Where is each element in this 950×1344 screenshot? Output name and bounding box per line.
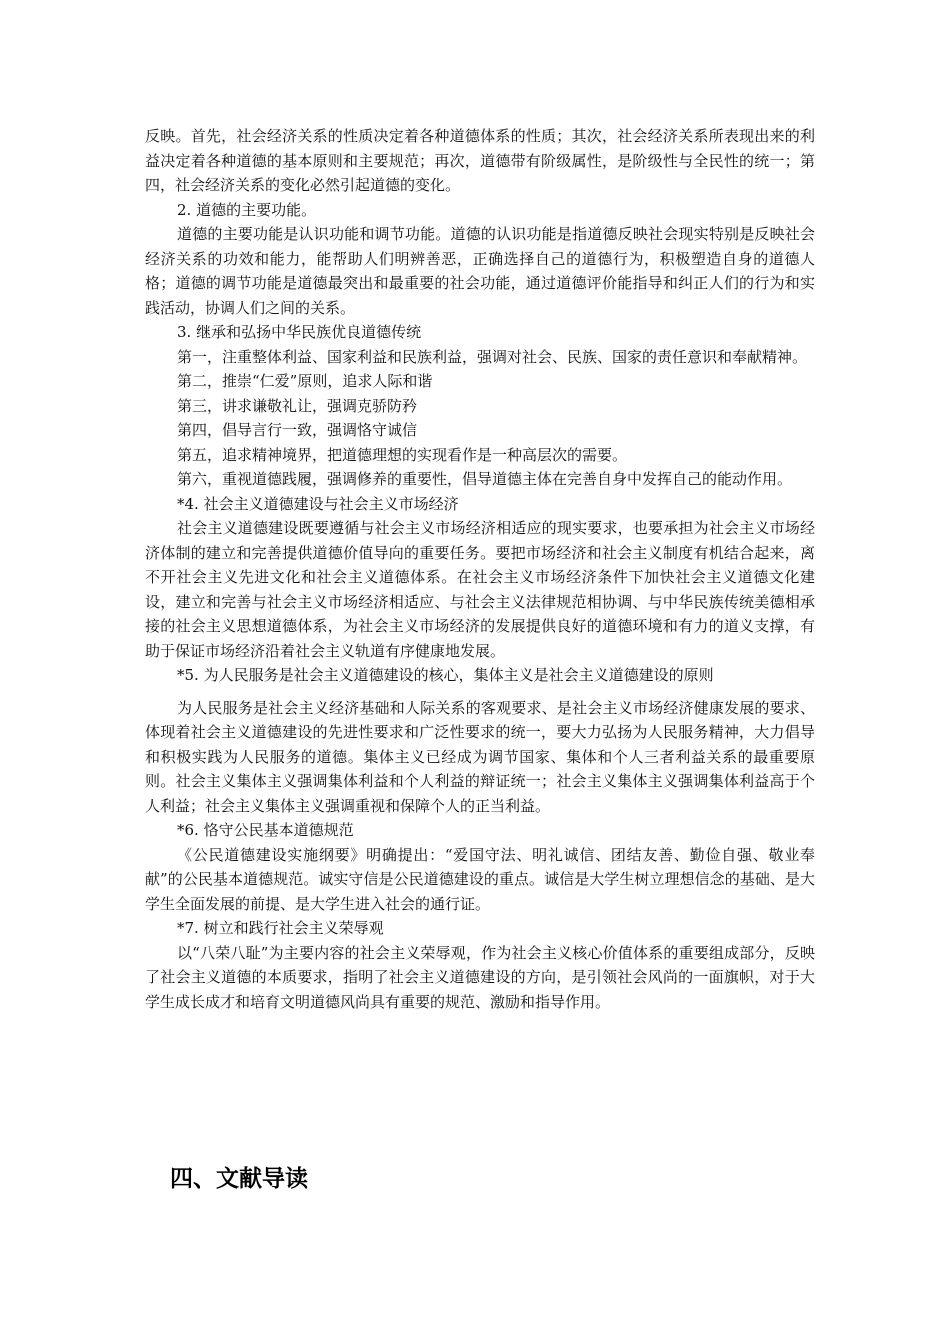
paragraph: 第一，注重整体利益、国家利益和民族利益，强调对社会、民族、国家的责任意识和奉献精神。: [177, 347, 808, 366]
paragraph: 反映。首先，社会经济关系的性质决定着各种道德体系的性质；其次，社会经济关系所表现出来的利益决定着各种道德的基本原则和主要规范；再次，道德带有阶级属性，是阶级性与全民性的统一；第四，社会经济关系的变化必然引起道德的变化。: [145, 127, 815, 194]
subheading: *5. 为人民服务是社会主义道德建设的核心，集体主义是社会主义道德建设的原则: [177, 666, 714, 684]
paragraph: 为人民服务是社会主义经济基础和人际关系的客观要求、是社会主义市场经济健康发展的要求、体现着社会主义道德建设的先进性要求和广泛性要求的统一，要大力弘扬为人民服务精神，大力倡导和积极实践为人民服务的道德。集体主义已经成为调节国家、集体和个人三者利益关系的最重要原则。社会主义集体主义强调集体利益和个人利益的辩证统一；社会主义集体主义强调集体利益高于个人利益；社会主义集体主义强调重视和保障个人的正当利益。: [145, 698, 815, 815]
paragraph: 第四，倡导言行一致，强调恪守诚信: [177, 421, 418, 439]
paragraph: 第三，讲求谦敬礼让，强调克骄防矜: [177, 396, 418, 415]
paragraph: 以“八荣八耻”为主要内容的社会主义荣辱观，作为社会主义核心价值体系的重要组成部分，反映了社会主义道德的本质要求，指明了社会主义道德建设的方向，是引领社会风尚的一面旗帜，对于大学生成长成才和培育文明道德风尚具有重要的规范、激励和指导作用。: [145, 943, 815, 1011]
paragraph: 社会主义道德建设既要遵循与社会主义市场经济相适应的现实要求，也要承担为社会主义市场经济体制的建立和完善提供道德价值导向的重要任务。要把市场经济和社会主义制度有机结合起来，离不开社会主义先进文化和社会主义道德体系。在社会主义市场经济条件下加快社会主义道德文化建设，建立和完善与社会主义市场经济相适应、与社会主义法律规范相协调、与中华民族传统美德相承接的社会主义思想道德体系，为社会主义市场经济的发展提供良好的道德环境和有力的道义支撑，有助于保证市场经济沿着社会主义轨道有序健康地发展。: [145, 519, 815, 660]
paragraph: 《公民道德建设实施纲要》明确提出：“爱国守法、明礼诚信、团结友善、勤俭自强、敬业奉献”的公民基本道德规范。诚实守信是公民道德建设的重点。诚信是大学生树立理想信念的基础、是大学生全面发展的前提、是大学生进入社会的通行证。: [145, 845, 815, 913]
paragraph: 第五，追求精神境界，把道德理想的实现看作是一种高层次的需要。: [177, 445, 628, 464]
subheading: *7. 树立和践行社会主义荣辱观: [177, 919, 384, 937]
section-heading: 四、文献导读: [170, 1166, 308, 1192]
document-body: [145, 124, 815, 1014]
paragraph: 第二，推崇“仁爱”原则，追求人际和谐: [177, 372, 433, 390]
subheading: *6. 恪守公民基本道德规范: [177, 821, 354, 839]
paragraph: 道德的主要功能是认识功能和调节功能。道德的认识功能是指道德反映社会现实特别是反映社会经济关系的功效和能力，能帮助人们明辨善恶，正确选择自己的道德行为，积极塑造自身的道德人格；道德的调节功能是道德最突出和最重要的社会功能，通过道德评价能指导和纠正人们的行为和实践活动，协调人们之间的关系。: [145, 225, 815, 317]
paragraph: 第六，重视道德践履，强调修养的重要性，倡导道德主体在完善自身中发挥自己的能动作用。: [177, 470, 793, 488]
subheading: *4. 社会主义道德建设与社会主义市场经济: [177, 494, 459, 513]
subheading: 2. 道德的主要功能。: [177, 200, 317, 219]
subheading: 3. 继承和弘扬中华民族优良道德传统: [177, 323, 422, 341]
